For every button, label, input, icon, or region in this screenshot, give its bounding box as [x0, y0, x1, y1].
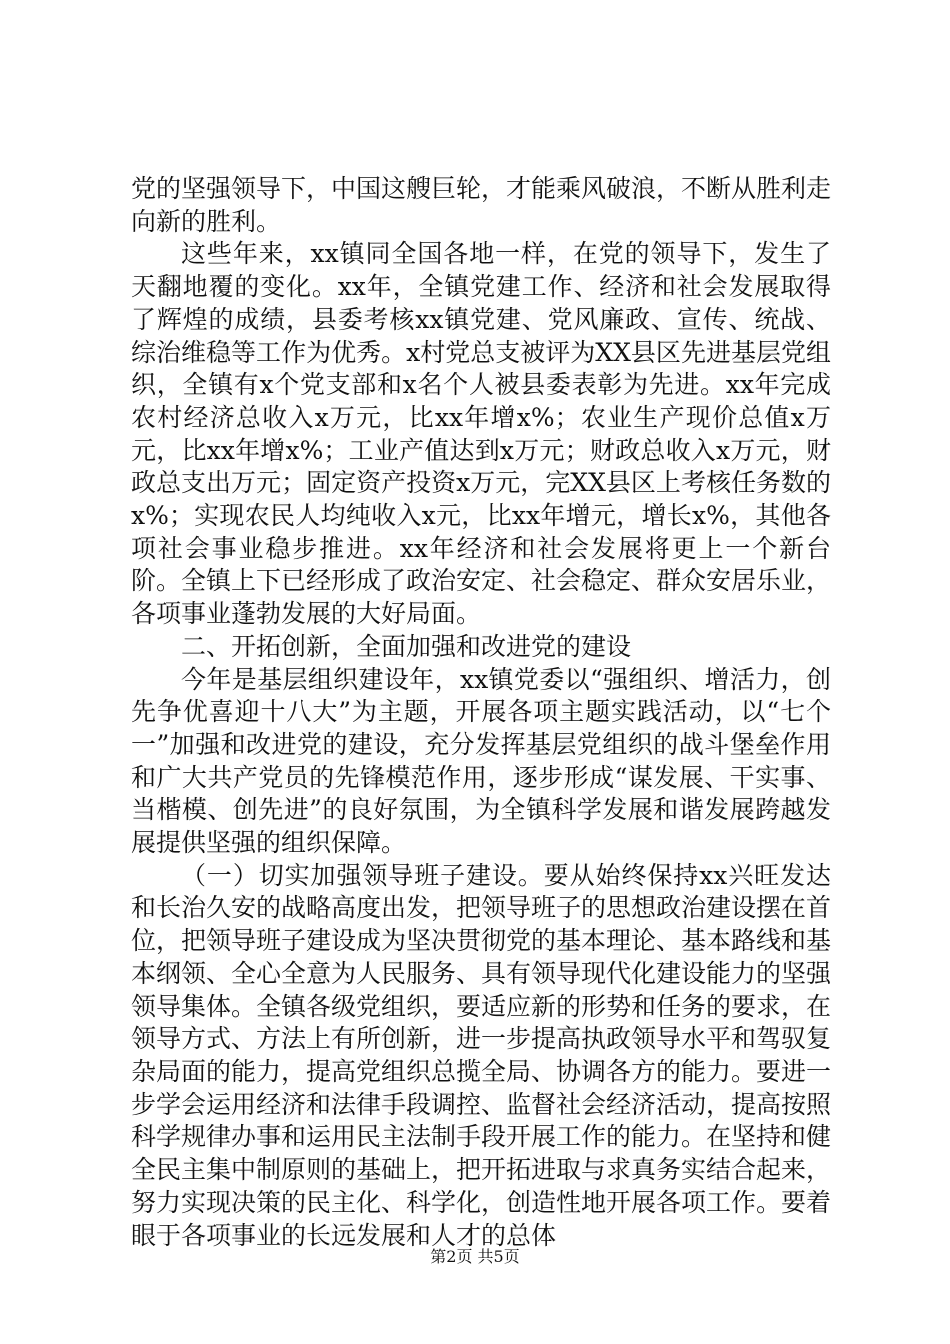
paragraph-leadership-building: （一）切实加强领导班子建设。要从始终保持xx兴旺发达和长治久安的战略高度出发，把领导班子的思想政治建设摆在首位，把领导班子建设成为坚决贯彻党的基本理论、基本路线和基本纲领、全心全意为人民服务、具有领导现代化建设能力的坚强领导集体。全镇各级党组织，要适应新的形势和任务的要求，在领导方式、方法上有所创新，进一步提高执政领导水平和驾驭复杂局面的能力，提高党组织总揽全局、协调各方的能力。要进一步学会运用经济和法律手段调控、监督社会经济活动，提高按照科学规律办事和运用民主法制手段开展工作的能力。在坚持和健全民主集中制原则的基础上，把开拓进取与求真务实结合起来，努力实现决策的民主化、科学化，创造性地开展各项工作。要着眼于各项事业的长远发展和人才的总体 — [131, 860, 832, 1250]
paragraph-organization-year: 今年是基层组织建设年，xx镇党委以“强组织、增活力，创先争优喜迎十八大”为主题，开展各项主题实践活动，以“七个一”加强和改进党的建设，充分发挥基层党组织的战斗堡垒作用和广大共产党员的先锋模范作用，逐步形成“谋发展、干实事、当楷模、创先进”的良好氛围，为全镇科学发展和谐发展跨越发展提供坚强的组织保障。 — [131, 664, 831, 858]
paragraph-continuation: 党的坚强领导下，中国这艘巨轮，才能乘风破浪，不断从胜利走向新的胜利。 — [131, 174, 832, 236]
section-heading: 二、开拓创新，全面加强和改进党的建设 — [181, 631, 632, 661]
paragraph-development-overview: 这些年来，xx镇同全国各地一样，在党的领导下，发生了天翻地覆的变化。xx年，全镇党建工作、经济和社会发展取得了辉煌的成绩，县委考核xx镇党建、党风廉政、宣传、统战、综治维稳等工作为优秀。x村党总支被评为XX县区先进基层党组织，全镇有x个党支部和x名个人被县委表彰为先进。xx年完成农村经济总收入x万元，比xx年增x%；农业生产现价总值x万元，比xx年增x%；工业产值达到x万元；财政总收入x万元，财政总支出万元；固定资产投资x万元，完XX县区上考核任务数的x%；实现农民人均纯收入x元，比xx年增元，增长x%，其他各项社会事业稳步推进。xx年经济和社会发展将更上一个新台阶。全镇上下已经形成了政治安定、社会稳定、群众安居乐业，各项事业蓬勃发展的大好局面。 — [131, 239, 832, 629]
page-number-footer: 第2页 共5页 — [430, 1247, 520, 1266]
document-body — [131, 173, 831, 1252]
